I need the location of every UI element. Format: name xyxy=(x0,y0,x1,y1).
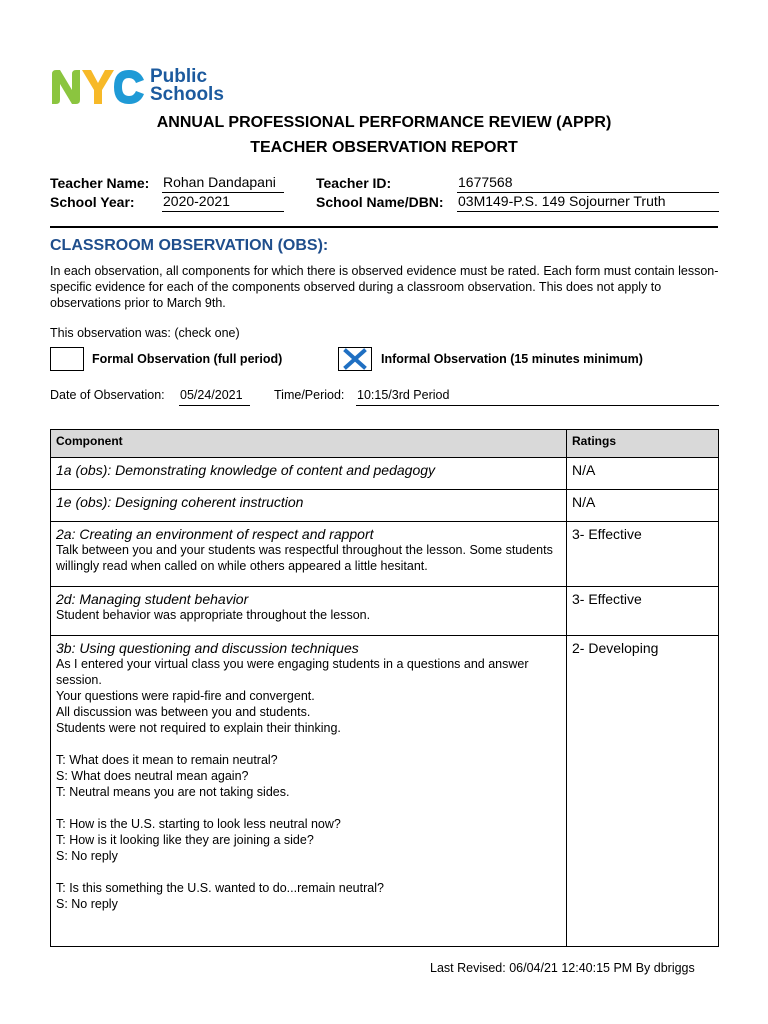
school-year-label: School Year: xyxy=(50,194,135,210)
date-value: 05/24/2021 xyxy=(179,387,250,406)
teacher-id-value: 1677568 xyxy=(457,174,719,193)
component-header: Component xyxy=(51,430,567,458)
table-row xyxy=(51,522,719,587)
table-row xyxy=(51,636,719,947)
time-label: Time/Period: xyxy=(274,388,345,402)
section-intro: In each observation, all components for which there is observed evidence must be rated. Each form must contain lesson-specific evidence for each of the components observed during a classroom observation. This does not apply to observations prior to March 9th. xyxy=(50,264,719,310)
component-rating: N/A xyxy=(572,494,596,510)
component-evidence: Student behavior was appropriate throughout the lesson. xyxy=(56,608,371,622)
teacher-id-label: Teacher ID: xyxy=(316,175,392,191)
table-row xyxy=(51,587,719,636)
component-title: 3b: Using questioning and discussion techniques xyxy=(56,640,359,656)
report-title-line2: TEACHER OBSERVATION REPORT xyxy=(250,139,518,156)
table-row xyxy=(51,490,719,522)
report-title-line1: ANNUAL PROFESSIONAL PERFORMANCE REVIEW (APPR) xyxy=(156,114,612,131)
nyc-logo xyxy=(50,68,146,106)
informal-observation-label: Informal Observation (15 minutes minimum) xyxy=(381,352,643,366)
table-header-row xyxy=(51,430,719,458)
component-evidence: As I entered your virtual class you were engaging students in a questions and answer session. Your questions were rapid-fire and convergent. All discussion was between you and students. Students were not required to explain their thinking. T: What does it mean to remain neutral? S: What does neutral mean again? T: Neutral means you are not taking sides. T: How is the U.S. starting to look less neutral now? T: How is it looking like they are joining a side? S: No reply T: Is this something the U.S. wanted to do...remain neutral? S: No reply xyxy=(56,657,529,911)
ratings-header: Ratings xyxy=(567,430,719,458)
component-rating: 3- Effective xyxy=(572,591,642,607)
logo-text xyxy=(150,68,224,104)
section-title: CLASSROOM OBSERVATION (OBS): xyxy=(50,237,329,254)
component-rating: N/A xyxy=(572,462,596,478)
teacher-name-value: Rohan Dandapani xyxy=(162,174,284,193)
component-title: 1a (obs): Demonstrating knowledge of content and pedagogy xyxy=(56,462,436,478)
component-title: 2a: Creating an environment of respect and rapport xyxy=(56,526,374,542)
date-label: Date of Observation: xyxy=(50,388,165,402)
component-evidence: Talk between you and your students was respectful throughout the lesson. Some students willingly read when called on while others appeared a little hesitant. xyxy=(56,543,553,573)
component-rating: 2- Developing xyxy=(572,640,659,656)
table-row xyxy=(51,458,719,490)
logo-line-schools: Schools xyxy=(150,84,224,105)
school-year-value: 2020-2021 xyxy=(162,193,284,212)
section-divider xyxy=(50,226,718,228)
check-prompt: This observation was: (check one) xyxy=(50,326,240,340)
teacher-name-label: Teacher Name: xyxy=(50,175,150,191)
formal-observation-label: Formal Observation (full period) xyxy=(92,352,283,366)
checked-x-icon xyxy=(339,348,371,370)
observation-table xyxy=(50,429,719,947)
school-name-label: School Name/DBN: xyxy=(316,194,444,210)
time-value: 10:15/3rd Period xyxy=(356,387,719,406)
formal-observation-checkbox[interactable] xyxy=(50,347,84,371)
component-rating: 3- Effective xyxy=(572,526,642,542)
component-title: 2d: Managing student behavior xyxy=(56,591,249,607)
component-title: 1e (obs): Designing coherent instruction xyxy=(56,494,304,510)
last-revised: Last Revised: 06/04/21 12:40:15 PM By dbriggs xyxy=(430,961,695,975)
logo-line-public: Public xyxy=(150,66,208,87)
school-name-value: 03M149-P.S. 149 Sojourner Truth xyxy=(457,193,719,212)
informal-observation-checkbox[interactable] xyxy=(338,347,372,371)
